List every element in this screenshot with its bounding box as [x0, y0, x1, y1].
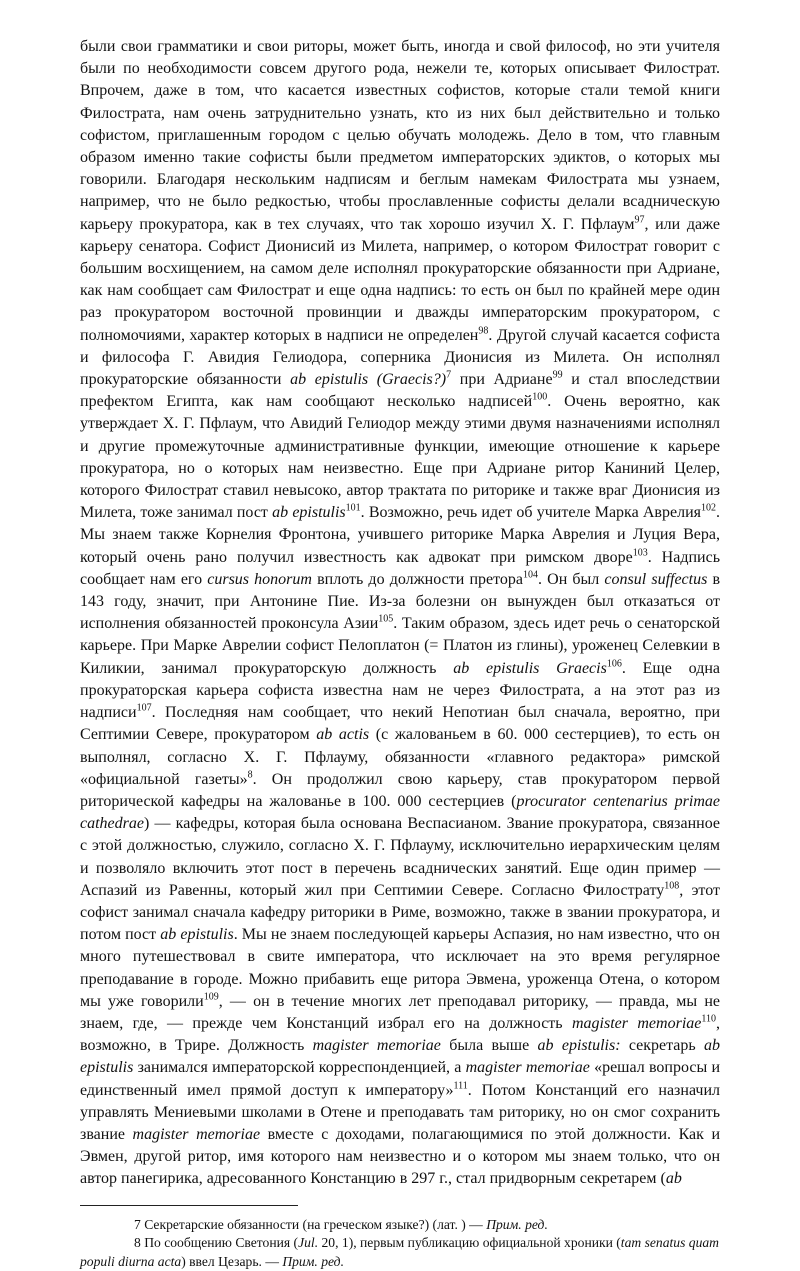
latin-term: procurator centenarius primae cathedrae	[80, 792, 720, 833]
endnote-ref: 97	[634, 214, 645, 226]
endnote-ref: 110	[701, 1013, 717, 1025]
latin-term: magister memoriae	[465, 1059, 590, 1077]
latin-term: magister memoriae	[132, 1125, 261, 1143]
endnote-ref: 99	[552, 369, 563, 381]
footnote-divider	[80, 1205, 298, 1206]
footnote-7: 7 Секретарские обязанности (на греческом языке?) (лат. ) — Прим. ред.	[134, 1216, 548, 1232]
latin-term: ab actis	[316, 726, 370, 744]
footnote-ref: 8	[247, 769, 253, 781]
endnote-ref: 108	[664, 880, 680, 892]
latin-term: ab epistulis	[80, 1037, 721, 1077]
latin-term: ab epistulis Graecis	[453, 659, 607, 677]
endnote-ref: 104	[523, 569, 538, 581]
endnote-ref: 111	[453, 1080, 468, 1092]
latin-term: cursus honorum	[207, 570, 312, 588]
latin-term: ab epistulis (Graecis?)	[290, 371, 447, 389]
document-page	[80, 36, 720, 1271]
endnote-ref: 101	[345, 502, 361, 514]
endnote-ref: 103	[632, 547, 648, 559]
footnote-8: 8 По сообщению Светония (Jul. 20, 1), первым публикацию официальной хроники (tam senatus quam populi diurna acta) ввел Цезарь. — Прим. ред.	[80, 1235, 719, 1269]
body-paragraph: были свои грамматики и свои риторы, может быть, иногда и свой философ, но эти учителя были по необходимости совсем другого рода, нежели те, которых описывает Филострат. Впрочем, даже в том, что касается известных софистов, которые стали темой книги Филострата, нам очень затруднительно узнать, кто из них был действительно и только софистом, приглашенным городом с целью обучать молодежь. Дело в том, что главным образом именно такие софисты были предметом императорских эдиктов, о которых мы говорили. Благодаря нескольким надписям и беглым намекам Филострата мы узнаем, например, что не было редкостью, чтобы прославленные софисты делали всадническую карьеру прокуратора, как в тех случаях, что так хорошо изучил Х. Г. Пфлаум$^{97}$, или даже карьеру сенатора. Софист Дионисий из Милета, например, о котором Филострат говорит с большим восхищением, на самом деле исполнял прокураторские обязанности при Адриане, как нам сообщает сам Филострат и еще одна надпись: то есть он был по крайней мере один раз прокуратором восточной провинции и дважды императорским прокуратором, с полномочиями, характер которых в надписи не определен$^{98}$. Другой случай касается софиста и философа Г. Авидия Гелиодора, соперника Дионисия из Милета. Он исполнял прокураторские обязанности ab epistulis (Graecis?)$^7$ при Адриане$^{99}$ и стал впоследствии префектом Египта, как нам сообщают несколько надписей$^{100}$. Очень вероятно, как утверждает Х. Г. Пфлаум, что Авидий Гелиодор между этими двумя назначениями исполнял и другие промежуточные административные функции, имеющие отношение к карьере прокуратора, но о которых нам неизвестно. Еще при Адриане ритор Каниний Целер, которого Филострат ставил невысоко, автор трактата по риторике и также враг Дионисия из Милета, тоже занимал пост ab epistulis$^{101}$. Возможно, речь идет об учителе Марка Аврелия$^{102}$. Мы знаем также Корнелия Фронтона, учившего риторике Марка Аврелия и Луция Вера, который очень рано получил известность как адвокат при римском дворе$^{103}$. Надпись сообщает нам его cursus honorum вплоть до должности претора$^{104}$. Он был consul suffectus в 143 году, значит, при Антонине Пие. Из-за болезни он вынужден был отказаться от исполнения обязанностей проконсула Азии$^{105}$. Таким образом, здесь идет речь о сенаторской карьере. При Марке Аврелии софист Пелоплатон (= Платон из глины), уроженец Селевкии в Киликии, занимал прокураторскую должность ab epistulis Graecis$^{106}$. Еще одна прокураторская карьера софиста известна нам не через Филострата, а на этот раз из надписи$^{107}$. Последняя нам сообщает, что некий Непотиан был сначала, вероятно, при Септимии Севере, прокуратором ab actis (с жалованьем в 60. 000 сестерциев), то есть он выполнял, согласно Х. Г. Пфлауму, обязанности «главного редактора» римской «официальной газеты»$^8$. Он продолжил свою карьеру, став прокуратором первой риторической кафедры на жалованье в 100. 000 сестерциев (procurator centenarius primae cathedrae) — кафедры, которая была основана Веспасианом. Звание прокуратора, связанное с этой должностью, служило, согласно Х. Г. Пфлауму, исключительно иерархическим целям и позволяло включить этот пост в перечень всаднических занятий. Еще один пример — Аспазий из Равенны, который жил при Септимии Севере. Согласно Филострату$^{108}$, этот софист занимал сначала кафедру риторики в Риме, возможно, также в звании прокуратора, и потом пост ab epistulis. Мы не знаем последующей карьеры Аспазия, но нам известно, что он много путешествовал в свите императора, что исключает на это время регулярное преподавание в городе. Можно прибавить еще ритора Эвмена, уроженца Отена, о котором мы уже говорили$^{109}$, — он в течение многих лет преподавал риторику, — правда, мы не знаем, где, — прежде чем Констанций избрал его на должность magister memoriae$^{110}$, возможно, в Трире. Должность magister memoriae была выше ab epistulis: секретарь ab epistulis занимался императорской корреспонденцией, а magister memoriae «решал вопросы и единственный имел прямой доступ к императору»$^{111}$. Потом Констанций его назначил управлять Мениевыми школами в Отене и преподавать там риторику, но он смог сохранить звание magister memoriae вместе с доходами, полагающимися по этой должности. Как и Эвмен, другой ритор, имя которого нам неизвестно и о котором мы знаем только, что он автор панегирика, адресованного Констанцию в 297 г., стал придворным секретарем (ab	[80, 38, 721, 1188]
latin-term: ab epistulis	[272, 504, 346, 522]
footnotes	[80, 1216, 720, 1271]
latin-term: ab epistulis:	[537, 1037, 621, 1055]
latin-term: consul suffectus	[604, 570, 708, 588]
endnote-ref: 98	[478, 325, 489, 337]
endnote-ref: 100	[532, 391, 548, 403]
latin-term: magister memoriae	[571, 1014, 702, 1032]
latin-term: magister memoriae	[312, 1037, 441, 1055]
latin-term: ab epistulis	[160, 926, 234, 944]
endnote-ref: 105	[378, 613, 394, 625]
endnote-ref: 109	[203, 991, 219, 1003]
footnote-ref: 7	[446, 369, 452, 381]
latin-term: ab	[665, 1170, 682, 1188]
endnote-ref: 107	[136, 702, 152, 714]
endnote-ref: 106	[606, 658, 622, 670]
endnote-ref: 102	[700, 502, 716, 514]
